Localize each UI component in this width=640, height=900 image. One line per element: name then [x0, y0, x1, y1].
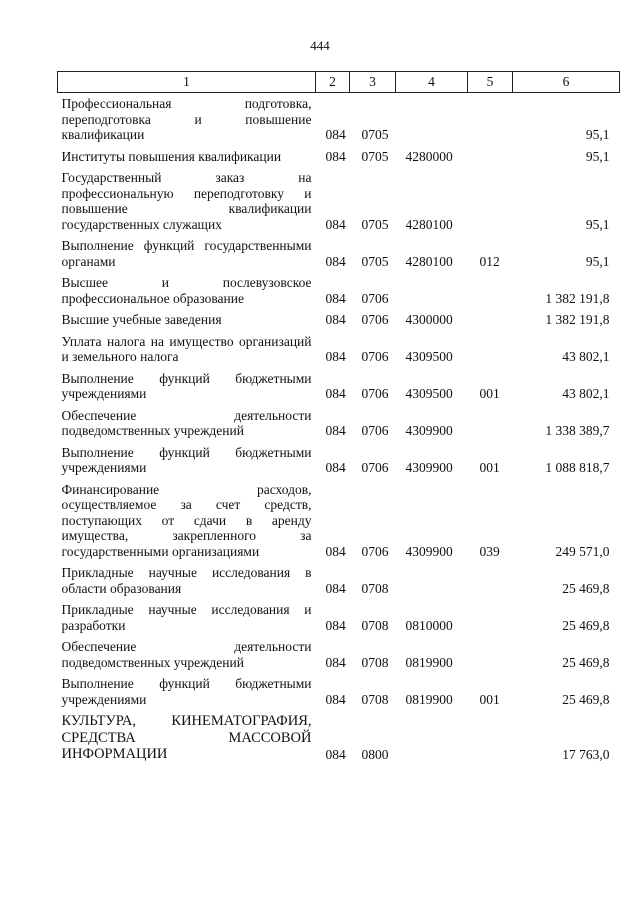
row-expense-type-code: 001: [479, 460, 500, 475]
row-ministry-code: 084: [325, 290, 346, 306]
row-amount: 25 469,8: [562, 691, 610, 707]
table-row: [58, 636, 620, 673]
row-expense-type-code: 039: [479, 543, 500, 559]
row-name: Прикладные научные исследования и разработки: [61, 602, 312, 633]
row-amount: 1 338 389,7: [545, 423, 610, 438]
row-amount: 43 802,1: [562, 386, 610, 401]
row-amount: 1 088 818,7: [545, 460, 610, 475]
row-section-code: 0705: [361, 253, 389, 269]
row-name: Финансирование расходов, осуществляемое за счет средств, поступающих от сдачи в аренду имущества, закрепленного за государственными организациями: [61, 481, 312, 559]
row-name: Институты повышения квалификации: [61, 148, 282, 164]
row-name: Профессиональная подготовка, переподготовка и повышение квалификации: [61, 96, 312, 142]
row-target-item-code: 4309900: [405, 460, 453, 475]
row-amount: 95,1: [585, 127, 610, 142]
row-section-code: 0705: [361, 127, 389, 142]
row-target-item-code: 4280100: [405, 216, 453, 232]
row-target-item-code: 4309900: [405, 423, 453, 438]
row-ministry-code: 084: [325, 580, 346, 596]
column-header-1: 1: [58, 72, 316, 93]
row-amount: 25 469,8: [562, 580, 610, 596]
row-amount: 17 763,0: [562, 747, 610, 762]
table-row: [58, 167, 620, 235]
row-target-item-code: 4309900: [405, 543, 453, 559]
row-ministry-code: 084: [325, 617, 346, 633]
row-target-item-code: 4280000: [405, 148, 453, 164]
table-row: [58, 405, 620, 442]
row-section-code: 0708: [361, 654, 389, 670]
row-expense-type-code: 012: [479, 253, 500, 269]
row-target-item-code: [396, 710, 468, 766]
column-header-4: 4: [396, 72, 468, 93]
table-row: [58, 235, 620, 272]
row-expense-type-code: [468, 309, 513, 331]
row-section-code: 0706: [361, 349, 389, 364]
row-expense-type-code: [468, 167, 513, 235]
row-name: Высшее и послевузовское профессиональное образование: [61, 275, 312, 306]
table-row: [58, 673, 620, 710]
row-amount: 249 571,0: [555, 543, 610, 559]
column-header-3: 3: [350, 72, 396, 93]
row-ministry-code: 084: [325, 460, 346, 475]
row-ministry-code: 084: [325, 423, 346, 438]
row-ministry-code: 084: [325, 216, 346, 232]
table-body: [58, 93, 620, 766]
row-section-code: 0800: [361, 747, 389, 762]
row-expense-type-code: [468, 146, 513, 168]
row-target-item-code: 4309500: [405, 349, 453, 364]
row-expense-type-code: [468, 272, 513, 309]
row-ministry-code: 084: [325, 691, 346, 707]
row-ministry-code: 084: [325, 747, 346, 762]
row-section-code: 0706: [361, 312, 389, 327]
row-ministry-code: 084: [325, 148, 346, 164]
row-section-code: 0708: [361, 617, 389, 633]
row-expense-type-code: 001: [479, 386, 500, 401]
column-header-2: 2: [316, 72, 350, 93]
row-name: Выполнение функций бюджетными учреждениями: [61, 444, 312, 475]
row-target-item-code: 0810000: [405, 617, 453, 633]
row-section-code: 0708: [361, 691, 389, 707]
row-expense-type-code: [468, 405, 513, 442]
table-row: [58, 479, 620, 563]
row-amount: 43 802,1: [562, 349, 610, 364]
table-row: [58, 710, 620, 766]
row-ministry-code: 084: [325, 349, 346, 364]
row-target-item-code: 0819900: [405, 654, 453, 670]
row-expense-type-code: [468, 331, 513, 368]
table-row: [58, 93, 620, 146]
row-section-code: 0706: [361, 423, 389, 438]
row-ministry-code: 084: [325, 386, 346, 401]
row-ministry-code: 084: [325, 654, 346, 670]
row-section-code: 0705: [361, 148, 389, 164]
row-name: Обеспечение деятельности подведомственных учреждений: [61, 407, 312, 438]
row-target-item-code: 0819900: [405, 691, 453, 707]
row-expense-type-code: [468, 636, 513, 673]
row-section-code: 0706: [361, 386, 389, 401]
row-name: Обеспечение деятельности подведомственных учреждений: [61, 639, 312, 670]
table-header-row: [58, 72, 620, 93]
row-target-item-code: 4309500: [405, 386, 453, 401]
row-amount: 1 382 191,8: [545, 290, 610, 306]
page-number: 444: [310, 38, 330, 53]
table-row: [58, 599, 620, 636]
row-expense-type-code: 001: [479, 691, 500, 707]
row-name: Выполнение функций государственными органами: [61, 238, 312, 269]
row-expense-type-code: [468, 599, 513, 636]
row-expense-type-code: [468, 93, 513, 146]
row-expense-type-code: [468, 562, 513, 599]
row-amount: 95,1: [585, 216, 610, 232]
row-expense-type-code: [468, 710, 513, 766]
column-header-5: 5: [468, 72, 513, 93]
table-row: [58, 562, 620, 599]
row-target-item-code: 4300000: [405, 312, 453, 327]
row-name: Высшие учебные заведения: [61, 312, 222, 327]
row-section-code: 0706: [361, 460, 389, 475]
row-target-item-code: [396, 272, 468, 309]
table-row: [58, 146, 620, 168]
row-target-item-code: [396, 562, 468, 599]
row-name: Выполнение функций бюджетными учреждениями: [61, 370, 312, 401]
table-row: [58, 331, 620, 368]
row-name: Прикладные научные исследования в области образования: [61, 565, 312, 596]
row-name: Выполнение функций бюджетными учреждениями: [61, 676, 312, 707]
column-header-6: 6: [513, 72, 620, 93]
row-target-item-code: 4280100: [405, 253, 453, 269]
row-ministry-code: 084: [325, 312, 346, 327]
row-amount: 25 469,8: [562, 617, 610, 633]
row-amount: 1 382 191,8: [545, 312, 610, 327]
row-amount: 95,1: [585, 253, 610, 269]
row-name: КУЛЬТУРА, КИНЕМАТОГРАФИЯ, СРЕДСТВА МАССОВОЙ ИНФОРМАЦИИ: [61, 713, 312, 762]
table-row: [58, 442, 620, 479]
row-target-item-code: [396, 93, 468, 146]
row-amount: 25 469,8: [562, 654, 610, 670]
row-section-code: 0706: [361, 543, 389, 559]
row-name: Государственный заказ на профессиональную переподготовку и повышение квалификации государственных служащих: [61, 170, 312, 232]
table-row: [58, 368, 620, 405]
row-section-code: 0706: [361, 290, 389, 306]
row-amount: 95,1: [585, 148, 610, 164]
row-section-code: 0708: [361, 580, 389, 596]
row-ministry-code: 084: [325, 127, 346, 142]
table-row: [58, 309, 620, 331]
budget-table: [57, 71, 620, 766]
row-name: Уплата налога на имущество организаций и земельного налога: [61, 333, 312, 364]
row-ministry-code: 084: [325, 543, 346, 559]
row-ministry-code: 084: [325, 253, 346, 269]
row-section-code: 0705: [361, 216, 389, 232]
table-row: [58, 272, 620, 309]
